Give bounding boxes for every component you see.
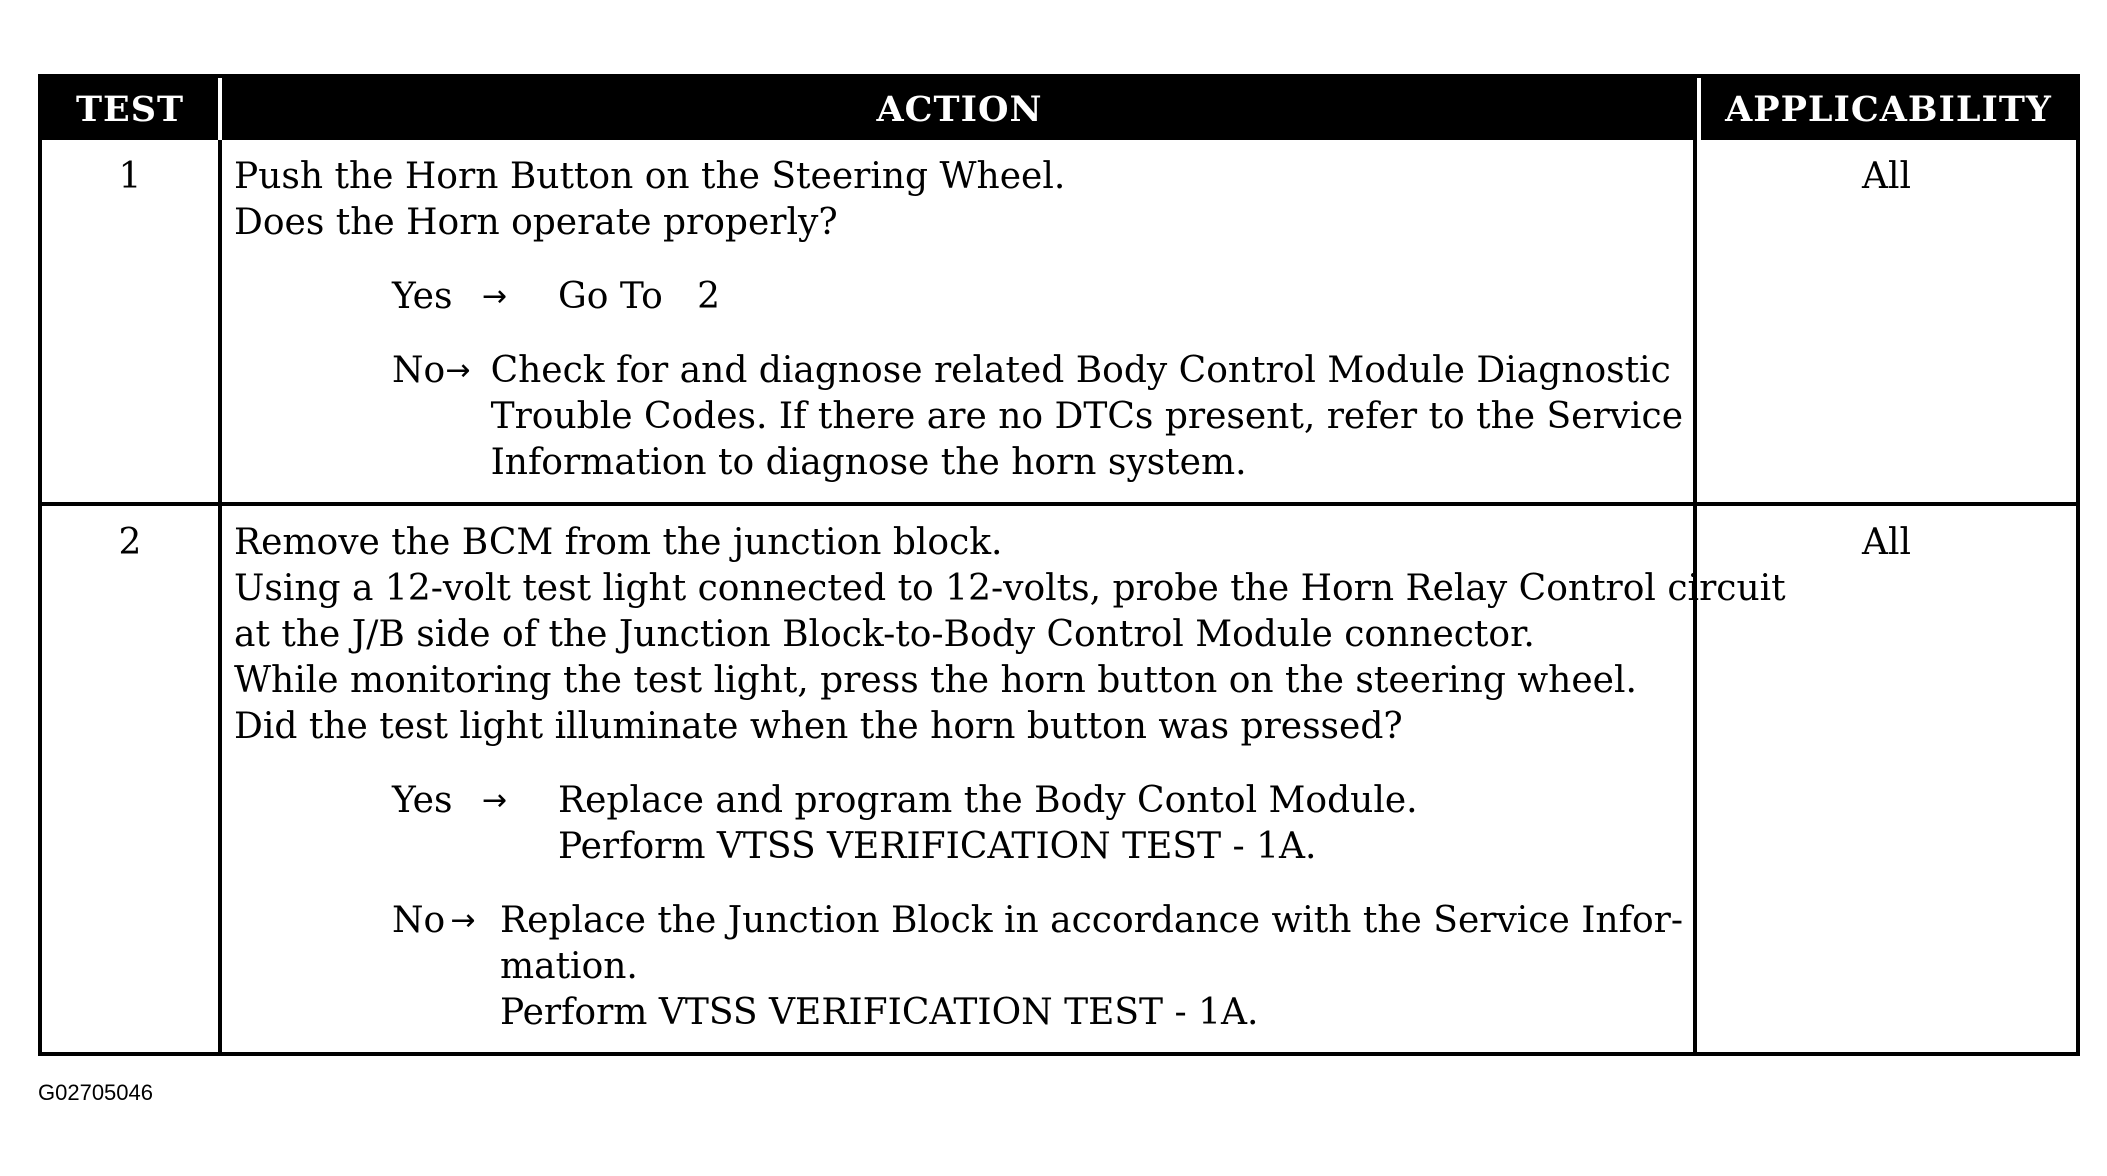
yes-result	[558, 778, 1683, 870]
arrow-right-icon: →	[482, 783, 508, 818]
applicability-2: All	[1697, 502, 2076, 1052]
action-line: Push the Horn Button on the Steering Wheel.	[234, 156, 1066, 197]
no-branch	[234, 348, 1683, 486]
no-result	[491, 348, 1683, 486]
yes-result	[558, 274, 1683, 320]
action-line: Does the Horn operate properly?	[234, 202, 838, 243]
no-branch	[234, 898, 1683, 1036]
header-applicability: APPLICABILITY	[1697, 78, 2076, 140]
result-line: Perform VTSS VERIFICATION TEST - 1A.	[558, 826, 1317, 867]
yes-label: Yes	[392, 276, 453, 317]
figure-id: G02705046	[38, 1080, 153, 1105]
result-line: Replace the Junction Block in accordance with the Service Infor-	[499, 900, 1683, 941]
action-cell-1	[218, 140, 1697, 502]
action-line: Using a 12-volt test light connected to 12-volts, probe the Horn Relay Control circuit	[234, 568, 1786, 609]
arrow-right-icon: →	[482, 279, 508, 314]
action-line: at the J/B side of the Junction Block-to-Body Control Module connector.	[234, 614, 1535, 655]
action-line: Did the test light illuminate when the horn button was pressed?	[234, 706, 1403, 747]
action-cell-2	[218, 502, 1786, 1052]
result-line: Go To 2	[558, 276, 720, 317]
action-line: Remove the BCM from the junction block.	[234, 522, 1003, 563]
test-number-1: 1	[118, 156, 142, 197]
result-line: Perform VTSS VERIFICATION TEST - 1A.	[499, 992, 1259, 1033]
header-action: ACTION	[218, 78, 1697, 140]
arrow-right-icon: →	[450, 903, 476, 938]
header-test: TEST	[42, 78, 218, 140]
action-line: While monitoring the test light, press the horn button on the steering wheel.	[234, 660, 1637, 701]
result-line: Check for and diagnose related Body Control Module Diagnostic	[490, 350, 1671, 391]
arrow-right-icon: →	[445, 353, 471, 388]
no-label: No	[392, 350, 446, 391]
diagnostic-test-table	[38, 74, 2080, 1056]
result-line: Trouble Codes. If there are no DTCs present, refer to the Service	[490, 396, 1683, 437]
result-line: Information to diagnose the horn system.	[490, 442, 1247, 483]
no-label: No	[392, 900, 446, 941]
yes-branch	[234, 778, 1683, 870]
test-number-2: 2	[42, 502, 218, 1052]
yes-branch	[234, 274, 1683, 320]
result-line: mation.	[499, 946, 638, 987]
yes-label: Yes	[392, 780, 453, 821]
applicability-1: All	[1861, 156, 1912, 197]
result-line: Replace and program the Body Contol Module.	[558, 780, 1418, 821]
no-result	[500, 898, 1683, 1036]
